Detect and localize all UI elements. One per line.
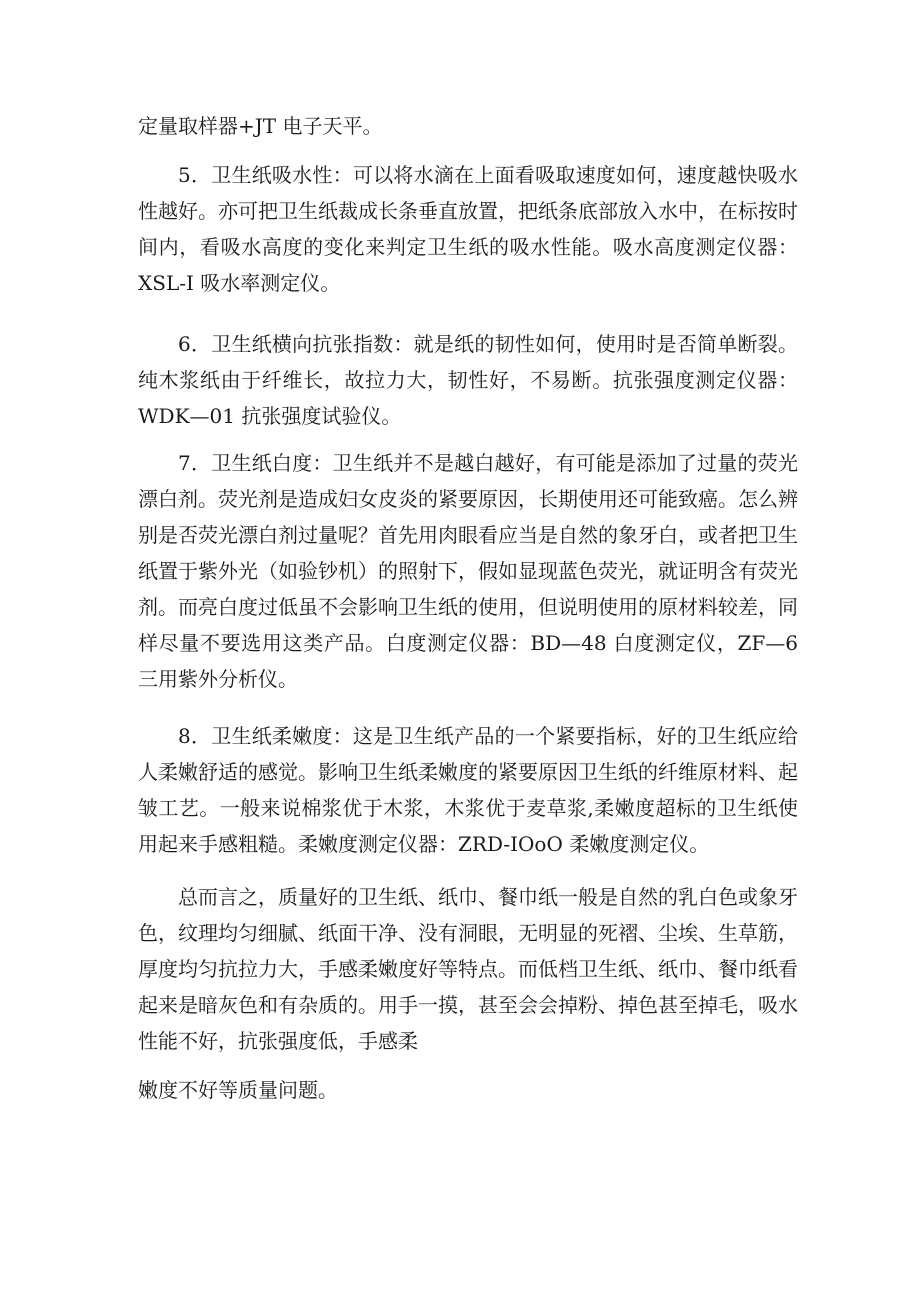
paragraph-text: 7．卫生纸白度：卫生纸并不是越白越好，有可能是添加了过量的荧光漂白剂。荧光剂是造成妇女皮炎的紧要原因，长期使用还可能致癌。怎么辨别是否荧光漂白剂过量呢？首先用肉眼看应当是自然的象牙白，或者把卫生纸置于紫外光（如验钞机）的照射下，假如显现蓝色荧光，就证明含有荧光剂。而亮白度过低虽不会影响卫生纸的使用，但说明使用的原材料较差，同样尽量不要选用这类产品。白度测定仪器：BD—48 白度测定仪，ZF—6 三用紫外分析仪。 (138, 451, 798, 691)
paragraph-absorbency (138, 157, 798, 301)
paragraph-text: 总而言之，质量好的卫生纸、纸巾、餐巾纸一般是自然的乳白色或象牙色，纹理均匀细腻、纸面干净、没有洞眼，无明显的死褶、尘埃、生草筋，厚度均匀抗拉力大，手感柔嫩度好等特点。而低档卫生纸、纸巾、餐巾纸看起来是暗灰色和有杂质的。用手一摸，甚至会会掉粉、掉色甚至掉毛，吸水性能不好，抗张强度低，手感柔 (138, 885, 798, 1053)
paragraph-text: 5．卫生纸吸水性：可以将水滴在上面看吸取速度如何，速度越快吸水性越好。亦可把卫生纸裁成长条垂直放置，把纸条底部放入水中，在标按时间内，看吸水高度的变化来判定卫生纸的吸水性能。吸水高度测定仪器：XSL-I 吸水率测定仪。 (138, 163, 798, 295)
paragraph-summary (138, 879, 798, 1059)
paragraph-text: 嫩度不好等质量问题。 (138, 1078, 338, 1102)
paragraph-continuation (138, 108, 798, 144)
paragraph-text: 8．卫生纸柔嫩度：这是卫生纸产品的一个紧要指标，好的卫生纸应给人柔嫩舒适的感觉。影响卫生纸柔嫩度的紧要原因卫生纸的纤维原材料、起皱工艺。一般来说棉浆优于木浆，木浆优于麦草浆,柔嫩度超标的卫生纸使用起来手感粗糙。柔嫩度测定仪器：ZRD-IOoO 柔嫩度测定仪。 (138, 724, 798, 856)
paragraph-text: 6．卫生纸横向抗张指数：就是纸的韧性如何，使用时是否简单断裂。纯木浆纸由于纤维长，故拉力大，韧性好，不易断。抗张强度测定仪器：WDK—01 抗张强度试验仪。 (138, 332, 798, 428)
paragraph-softness (138, 718, 798, 862)
paragraph-tensile (138, 326, 798, 434)
paragraph-whiteness (138, 445, 798, 697)
paragraph-summary-end (138, 1072, 798, 1108)
paragraph-text: 定量取样器+JT 电子天平。 (138, 114, 383, 138)
